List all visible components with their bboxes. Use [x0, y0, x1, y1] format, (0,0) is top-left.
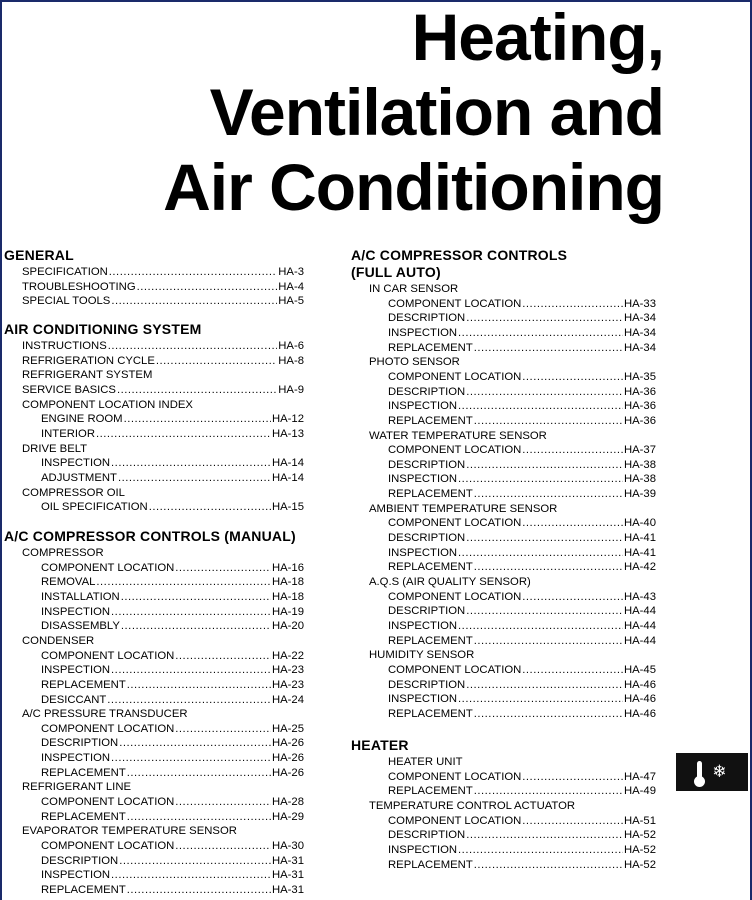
- toc-entry-label: INSPECTION: [388, 619, 458, 632]
- toc-entry-page: HA-15: [271, 501, 304, 514]
- toc-entry-label: REPLACEMENT: [388, 488, 473, 501]
- toc-entry-page: HA-14: [271, 457, 304, 470]
- toc-entry-page: HA-41: [623, 546, 656, 559]
- toc-entry[interactable]: [41, 678, 304, 692]
- toc-entry-page: HA-31: [271, 854, 304, 867]
- toc-entry-page: HA-18: [271, 576, 304, 589]
- toc-entry[interactable]: [41, 590, 304, 604]
- toc-entry[interactable]: [22, 265, 304, 279]
- toc-entry[interactable]: [41, 722, 304, 736]
- section-heading: GENERAL: [4, 247, 74, 263]
- dot-leader: [522, 814, 623, 828]
- toc-entry-page: HA-12: [271, 413, 304, 426]
- toc-entry[interactable]: [388, 370, 656, 384]
- toc-entry[interactable]: [41, 868, 304, 882]
- title-line-3: Air Conditioning: [163, 150, 664, 224]
- dot-leader: [175, 795, 271, 809]
- toc-entry[interactable]: [41, 561, 304, 575]
- dot-leader: [474, 414, 623, 428]
- toc-entry-label: REPLACEMENT: [41, 678, 126, 691]
- section-heading: AIR CONDITIONING SYSTEM: [4, 321, 202, 337]
- dot-leader: [458, 546, 623, 560]
- dot-leader: [474, 784, 623, 798]
- toc-entry-label: SERVICE BASICS: [22, 383, 116, 396]
- toc-entry-page: HA-4: [278, 280, 304, 293]
- toc-entry-page: HA-38: [623, 458, 656, 471]
- toc-entry[interactable]: [41, 883, 304, 897]
- toc-entry-label: DESCRIPTION: [41, 737, 119, 750]
- toc-entry-page: HA-40: [623, 517, 656, 530]
- toc-entry-label: INSTRUCTIONS: [22, 340, 107, 352]
- subsection-heading: REFRIGERANT LINE: [22, 781, 132, 794]
- toc-entry-label: DESCRIPTION: [388, 385, 466, 398]
- toc-entry-page: HA-52: [623, 858, 656, 871]
- dot-leader: [108, 339, 278, 353]
- dot-leader: [474, 560, 623, 574]
- dot-leader: [474, 341, 623, 355]
- toc-entry-page: HA-8: [278, 354, 304, 367]
- subsection-heading: COMPRESSOR OIL: [22, 486, 125, 499]
- toc-entry-page: HA-44: [623, 619, 656, 632]
- dot-leader: [522, 516, 623, 530]
- toc-entry-label: INSPECTION: [388, 693, 458, 706]
- toc-entry-page: HA-33: [623, 297, 656, 310]
- toc-entry-label: REPLACEMENT: [388, 634, 473, 647]
- dot-leader: [149, 500, 271, 514]
- toc-entry[interactable]: [41, 854, 304, 868]
- toc-entry-page: HA-34: [623, 341, 656, 354]
- toc-entry-label: INSPECTION: [388, 843, 458, 856]
- toc-entry-label: REPLACEMENT: [41, 766, 126, 779]
- toc-entry[interactable]: [388, 414, 656, 428]
- toc-entry-label: COMPONENT LOCATION: [388, 770, 522, 783]
- toc-entry-label: DESCRIPTION: [388, 532, 466, 545]
- dot-leader: [109, 265, 277, 279]
- subsection-heading: IN CAR SENSOR: [369, 283, 459, 295]
- dot-leader: [522, 370, 623, 384]
- toc-entry-label: SPECIAL TOOLS: [22, 295, 111, 308]
- toc-entry-label: INSPECTION: [388, 546, 458, 559]
- toc-entry[interactable]: [388, 472, 656, 486]
- dot-leader: [474, 634, 623, 648]
- toc-entry[interactable]: [388, 311, 656, 325]
- toc-entry-label: COMPONENT LOCATION: [41, 649, 175, 662]
- toc-entry-label: REPLACEMENT: [388, 561, 473, 574]
- dot-leader: [96, 575, 271, 589]
- dot-leader: [121, 590, 271, 604]
- toc-entry-page: HA-47: [623, 770, 656, 783]
- toc-entry[interactable]: [41, 795, 304, 809]
- toc-entry[interactable]: [388, 858, 656, 872]
- toc-entry[interactable]: [388, 784, 656, 798]
- subsection-heading: COMPRESSOR: [22, 547, 104, 559]
- toc-entry-page: HA-14: [271, 471, 304, 484]
- toc-entry-label: COMPONENT LOCATION: [388, 517, 522, 530]
- dot-leader: [127, 766, 271, 780]
- dot-leader: [458, 472, 623, 486]
- toc-entry[interactable]: [388, 619, 656, 633]
- toc-entry-label: COMPONENT LOCATION: [41, 722, 175, 735]
- toc-entry-page: HA-13: [271, 427, 304, 440]
- toc-entry-label: INSPECTION: [388, 326, 458, 339]
- dot-leader: [466, 311, 623, 325]
- dot-leader: [175, 722, 271, 736]
- section-tab[interactable]: [676, 753, 748, 791]
- toc-entry-page: HA-36: [623, 385, 656, 398]
- toc-entry[interactable]: [41, 766, 304, 780]
- dot-leader: [175, 649, 271, 663]
- toc-entry[interactable]: [22, 294, 304, 308]
- toc-entry-page: HA-20: [271, 620, 304, 633]
- toc-entry[interactable]: [41, 575, 304, 589]
- section-heading: (FULL AUTO): [351, 264, 441, 280]
- dot-leader: [137, 280, 278, 294]
- dot-leader: [458, 843, 623, 857]
- toc-entry[interactable]: [388, 828, 656, 842]
- toc-entry[interactable]: [41, 663, 304, 677]
- subsection-heading: WATER TEMPERATURE SENSOR: [369, 429, 547, 442]
- thermometer-icon: [697, 761, 702, 783]
- toc-entry[interactable]: [41, 427, 304, 441]
- dot-leader: [107, 693, 271, 707]
- toc-entry-page: HA-43: [623, 590, 656, 603]
- dot-leader: [96, 427, 271, 441]
- dot-leader: [458, 326, 623, 340]
- dot-leader: [522, 590, 623, 604]
- dot-leader: [474, 858, 623, 872]
- subsection-heading: EVAPORATOR TEMPERATURE SENSOR: [22, 825, 237, 838]
- toc-entry-page: HA-31: [271, 869, 304, 882]
- subsection-heading: HEATER UNIT: [388, 756, 463, 768]
- toc-entry-page: HA-9: [278, 383, 304, 396]
- toc-entry-label: INSPECTION: [41, 869, 111, 882]
- dot-leader: [111, 751, 271, 765]
- toc-entry-page: HA-52: [623, 829, 656, 842]
- subsection-heading: TEMPERATURE CONTROL ACTUATOR: [369, 799, 576, 812]
- toc-entry[interactable]: [41, 605, 304, 619]
- toc-entry[interactable]: [41, 810, 304, 824]
- toc-entry-page: HA-39: [623, 488, 656, 501]
- toc-entry[interactable]: [388, 590, 656, 604]
- toc-entry-label: REPLACEMENT: [388, 707, 473, 720]
- dot-leader: [127, 810, 271, 824]
- toc-entry-label: REFRIGERATION CYCLE: [22, 354, 155, 367]
- toc-entry-page: HA-18: [271, 590, 304, 603]
- toc-entry-label: TROUBLESHOOTING: [22, 280, 136, 293]
- dot-leader: [474, 707, 623, 721]
- toc-entry-label: REPLACEMENT: [388, 341, 473, 354]
- page-title: [163, 0, 664, 225]
- subsection-heading: COMPONENT LOCATION INDEX: [22, 398, 193, 411]
- toc-entry-label: COMPONENT LOCATION: [388, 297, 522, 310]
- toc-entry[interactable]: [388, 326, 656, 340]
- toc-entry-page: HA-37: [623, 444, 656, 457]
- toc-entry-label: INSPECTION: [41, 664, 111, 677]
- dot-leader: [466, 828, 623, 842]
- section-heading: A/C COMPRESSOR CONTROLS: [351, 247, 568, 263]
- dot-leader: [175, 839, 271, 853]
- toc-entry[interactable]: [388, 341, 656, 355]
- toc-entry-label: REPLACEMENT: [41, 810, 126, 823]
- title-line-1: Heating,: [411, 0, 664, 74]
- toc-entry-page: HA-46: [623, 707, 656, 720]
- toc-entry-label: REPLACEMENT: [41, 883, 126, 896]
- toc-entry-label: INTERIOR: [41, 427, 95, 440]
- toc-entry-page: HA-16: [271, 561, 304, 574]
- toc-entry[interactable]: [41, 471, 304, 485]
- subsection-heading: CONDENSER: [22, 634, 95, 647]
- toc-entry-page: HA-49: [623, 785, 656, 798]
- toc-entry-label: COMPONENT LOCATION: [388, 444, 522, 457]
- toc-entry[interactable]: [388, 692, 656, 706]
- toc-entry-page: HA-3: [278, 266, 304, 278]
- toc-entry-page: HA-42: [623, 561, 656, 574]
- toc-entry[interactable]: [41, 412, 304, 426]
- dot-leader: [175, 561, 271, 575]
- toc-entry-page: HA-34: [623, 326, 656, 339]
- toc-entry[interactable]: [388, 604, 656, 618]
- dot-leader: [522, 297, 623, 311]
- toc-entry[interactable]: [41, 736, 304, 750]
- section-heading: A/C COMPRESSOR CONTROLS (MANUAL): [4, 528, 296, 544]
- dot-leader: [466, 604, 623, 618]
- toc-entry-page: HA-34: [623, 312, 656, 325]
- toc-entry-page: HA-44: [623, 605, 656, 618]
- toc-entry-label: INSTALLATION: [41, 590, 120, 603]
- snowflake-icon: ❄: [712, 761, 727, 782]
- dot-leader: [127, 883, 271, 897]
- toc-entry[interactable]: [41, 619, 304, 633]
- toc-entry[interactable]: [388, 678, 656, 692]
- toc-entry-label: DESCRIPTION: [388, 312, 466, 325]
- toc-entry[interactable]: [388, 770, 656, 784]
- toc-entry-page: HA-5: [278, 295, 304, 308]
- toc-entry[interactable]: [22, 354, 304, 368]
- toc-entry-page: HA-31: [271, 883, 304, 896]
- dot-leader: [522, 770, 623, 784]
- dot-leader: [119, 854, 271, 868]
- toc-entry-label: COMPONENT LOCATION: [41, 561, 175, 574]
- toc-entry[interactable]: [22, 339, 304, 353]
- toc-entry[interactable]: [388, 663, 656, 677]
- dot-leader: [117, 383, 277, 397]
- subsection-heading: REFRIGERANT SYSTEM: [22, 369, 153, 382]
- section-heading: HEATER: [351, 737, 409, 753]
- dot-leader: [466, 385, 623, 399]
- toc-entry-label: INSPECTION: [388, 473, 458, 486]
- toc-entry-label: ENGINE ROOM: [41, 413, 123, 426]
- title-line-2: Ventilation and: [209, 75, 664, 149]
- toc-entry-page: HA-36: [623, 414, 656, 427]
- toc-entry-label: REPLACEMENT: [388, 414, 473, 427]
- toc-entry-label: SPECIFICATION: [22, 266, 108, 278]
- toc-entry-label: DESCRIPTION: [388, 458, 466, 471]
- toc-entry-page: HA-23: [271, 678, 304, 691]
- dot-leader: [156, 354, 277, 368]
- toc-entry[interactable]: [22, 280, 304, 294]
- toc-entry[interactable]: [388, 385, 656, 399]
- toc-entry[interactable]: [388, 560, 656, 574]
- toc-entry-label: INSPECTION: [41, 605, 111, 618]
- toc-entry-page: HA-6: [278, 340, 304, 352]
- toc-entry-page: HA-35: [623, 370, 656, 383]
- toc-entry[interactable]: [388, 707, 656, 721]
- toc-entry-label: COMPONENT LOCATION: [388, 663, 522, 676]
- toc-entry-page: HA-51: [623, 814, 656, 827]
- toc-entry-page: HA-46: [623, 678, 656, 691]
- toc-entry-label: INSPECTION: [388, 400, 458, 413]
- dot-leader: [124, 412, 271, 426]
- toc-entry-label: INSPECTION: [41, 457, 111, 470]
- dot-leader: [522, 663, 623, 677]
- toc-entry[interactable]: [388, 546, 656, 560]
- toc-entry-label: DESICCANT: [41, 693, 107, 706]
- toc-entry-page: HA-36: [623, 400, 656, 413]
- toc-entry-page: HA-25: [271, 722, 304, 735]
- toc-entry-label: COMPONENT LOCATION: [388, 814, 522, 827]
- toc-entry-page: HA-24: [271, 693, 304, 706]
- subsection-heading: PHOTO SENSOR: [369, 356, 460, 369]
- dot-leader: [458, 692, 623, 706]
- toc-entry[interactable]: [41, 500, 304, 514]
- toc-entry[interactable]: [388, 516, 656, 530]
- dot-leader: [111, 456, 271, 470]
- toc-entry-label: COMPONENT LOCATION: [41, 796, 175, 809]
- toc-entry-label: REPLACEMENT: [388, 858, 473, 871]
- toc-entry[interactable]: [41, 456, 304, 470]
- toc-entry-label: COMPONENT LOCATION: [388, 370, 522, 383]
- dot-leader: [522, 443, 623, 457]
- dot-leader: [119, 736, 271, 750]
- toc-entry[interactable]: [388, 297, 656, 311]
- toc-entry[interactable]: [388, 399, 656, 413]
- toc-entry-label: COMPONENT LOCATION: [388, 590, 522, 603]
- toc-entry-page: HA-22: [271, 649, 304, 662]
- toc-entry[interactable]: [22, 383, 304, 397]
- toc-entry-label: DESCRIPTION: [388, 829, 466, 842]
- dot-leader: [466, 678, 623, 692]
- dot-leader: [466, 458, 623, 472]
- subsection-heading: A/C PRESSURE TRANSDUCER: [22, 708, 188, 721]
- toc-entry[interactable]: [388, 843, 656, 857]
- toc-entry-label: COMPONENT LOCATION: [41, 840, 175, 852]
- toc-entry-page: HA-38: [623, 473, 656, 486]
- toc-entry-label: INSPECTION: [41, 752, 111, 765]
- toc-entry-label: DISASSEMBLY: [41, 620, 120, 633]
- dot-leader: [458, 619, 623, 633]
- toc-entry[interactable]: [41, 649, 304, 663]
- dot-leader: [121, 619, 271, 633]
- dot-leader: [466, 531, 623, 545]
- toc-entry-label: DESCRIPTION: [388, 678, 466, 691]
- toc-entry-page: HA-26: [271, 766, 304, 779]
- dot-leader: [458, 399, 623, 413]
- toc-entry-page: HA-23: [271, 664, 304, 677]
- toc-entry-page: HA-30: [271, 840, 304, 852]
- subsection-heading: A.Q.S (AIR QUALITY SENSOR): [369, 576, 531, 588]
- subsection-heading: DRIVE BELT: [22, 442, 88, 455]
- toc-entry[interactable]: [41, 839, 304, 853]
- dot-leader: [111, 605, 271, 619]
- toc-entry-label: OIL SPECIFICATION: [41, 501, 148, 514]
- toc-entry-label: DESCRIPTION: [388, 605, 466, 618]
- toc-entry[interactable]: [388, 531, 656, 545]
- toc-entry[interactable]: [388, 458, 656, 472]
- subsection-heading: HUMIDITY SENSOR: [369, 649, 475, 662]
- toc-entry-label: ADJUSTMENT: [41, 471, 117, 484]
- dot-leader: [474, 487, 623, 501]
- dot-leader: [111, 663, 271, 677]
- toc-entry-page: HA-41: [623, 532, 656, 545]
- toc-entry-page: HA-19: [271, 605, 304, 618]
- dot-leader: [111, 868, 271, 882]
- toc-entry-page: HA-52: [623, 843, 656, 856]
- toc-entry[interactable]: [41, 693, 304, 707]
- toc-entry[interactable]: [388, 443, 656, 457]
- toc-entry-page: HA-26: [271, 737, 304, 750]
- toc-entry-label: DESCRIPTION: [41, 854, 119, 867]
- subsection-heading: AMBIENT TEMPERATURE SENSOR: [369, 502, 558, 515]
- toc-entry[interactable]: [388, 634, 656, 648]
- toc-entry-label: REMOVAL: [41, 576, 96, 589]
- dot-leader: [111, 294, 277, 308]
- dot-leader: [118, 471, 271, 485]
- toc-entry[interactable]: [41, 751, 304, 765]
- toc-entry-page: HA-29: [271, 810, 304, 823]
- toc-entry[interactable]: [388, 814, 656, 828]
- dot-leader: [127, 678, 271, 692]
- toc-entry-page: HA-44: [623, 634, 656, 647]
- toc-entry-page: HA-46: [623, 693, 656, 706]
- toc-entry-label: REPLACEMENT: [388, 785, 473, 798]
- toc-entry[interactable]: [388, 487, 656, 501]
- toc-entry-page: HA-26: [271, 752, 304, 765]
- toc-entry-page: HA-28: [271, 796, 304, 809]
- toc-entry-page: HA-45: [623, 663, 656, 676]
